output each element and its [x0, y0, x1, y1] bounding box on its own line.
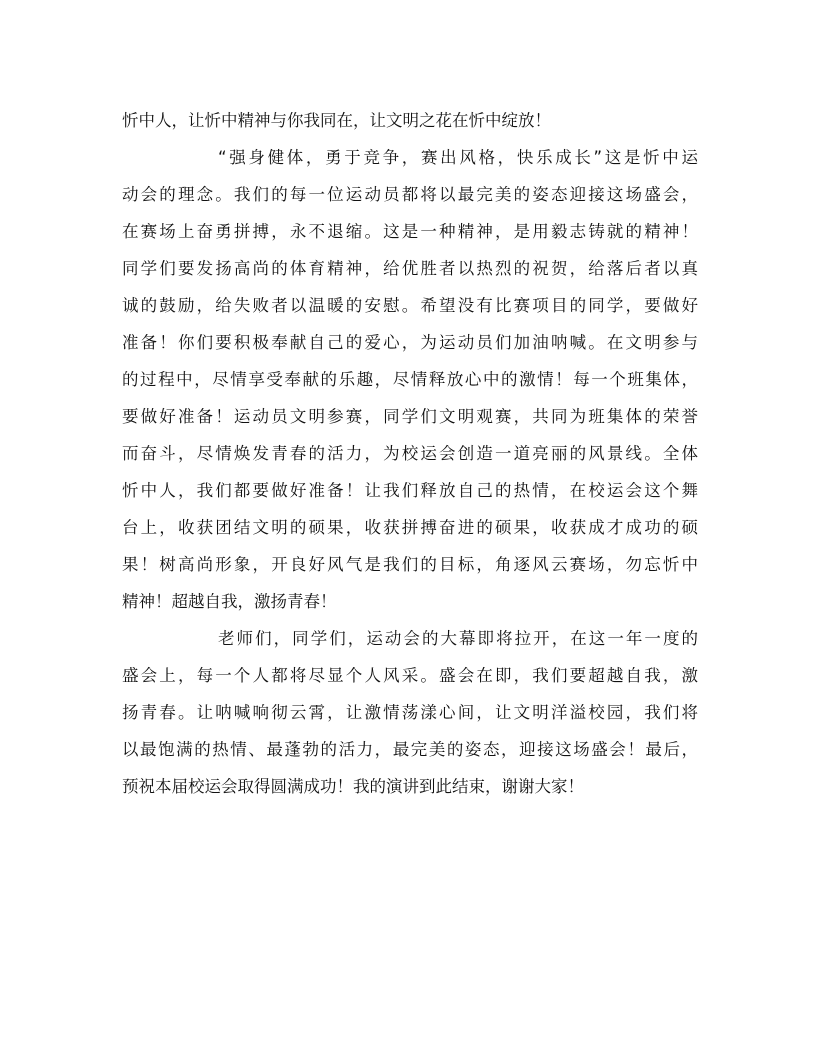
text-line: 诚的鼓励，给失败者以温暖的安慰。希望没有比赛项目的同学，要做好 [122, 296, 698, 315]
text-line: 要做好准备！运动员文明参赛，同学们文明观赛，共同为班集体的荣誉 [122, 407, 698, 426]
text-line: 老师们，同学们，运动会的大幕即将拉开，在这一年一度的 [218, 629, 698, 648]
text-line: 果！树高尚形象，开良好风气是我们的目标，角逐风云赛场，勿忘忻中 [122, 555, 698, 574]
text-line: 精神！超越自我，激扬青春！ [122, 592, 337, 611]
document-body [122, 102, 698, 805]
text-line: 预祝本届校运会取得圆满成功！我的演讲到此结束，谢谢大家！ [122, 777, 584, 796]
paragraph-3 [122, 620, 698, 805]
text-line: 扬青春。让呐喊响彻云霄，让激情荡漾心间，让文明洋溢校园，我们将 [122, 703, 698, 722]
text-line: 准备！你们要积极奉献自己的爱心，为运动员们加油呐喊。在文明参与 [122, 333, 698, 352]
paragraph-1 [122, 102, 698, 139]
paragraph-2 [122, 139, 698, 620]
text-line: 的过程中，尽情享受奉献的乐趣，尽情释放心中的激情！每一个班集体， [122, 370, 698, 389]
text-line: 在赛场上奋勇拼搏，永不退缩。这是一种精神，是用毅志铸就的精神！ [122, 222, 698, 241]
text-line: 同学们要发扬高尚的体育精神，给优胜者以热烈的祝贺，给落后者以真 [122, 259, 698, 278]
text-line: 忻中人，我们都要做好准备！让我们释放自己的热情，在校运会这个舞 [122, 481, 698, 500]
text-line: 动会的理念。我们的每一位运动员都将以最完美的姿态迎接这场盛会， [122, 185, 698, 204]
text-line: 台上，收获团结文明的硕果，收获拼搏奋进的硕果，收获成才成功的硕 [122, 518, 698, 537]
text-line: 而奋斗，尽情焕发青春的活力，为校运会创造一道亮丽的风景线。全体 [122, 444, 698, 463]
text-line: 以最饱满的热情、最蓬勃的活力，最完美的姿态，迎接这场盛会！最后， [122, 740, 698, 759]
text-line: 忻中人，让忻中精神与你我同在，让文明之花在忻中绽放！ [122, 111, 551, 130]
text-line: “强身健体，勇于竞争，赛出风格，快乐成长”这是忻中运 [218, 148, 698, 167]
text-line: 盛会上，每一个人都将尽显个人风采。盛会在即，我们要超越自我，激 [122, 666, 698, 685]
